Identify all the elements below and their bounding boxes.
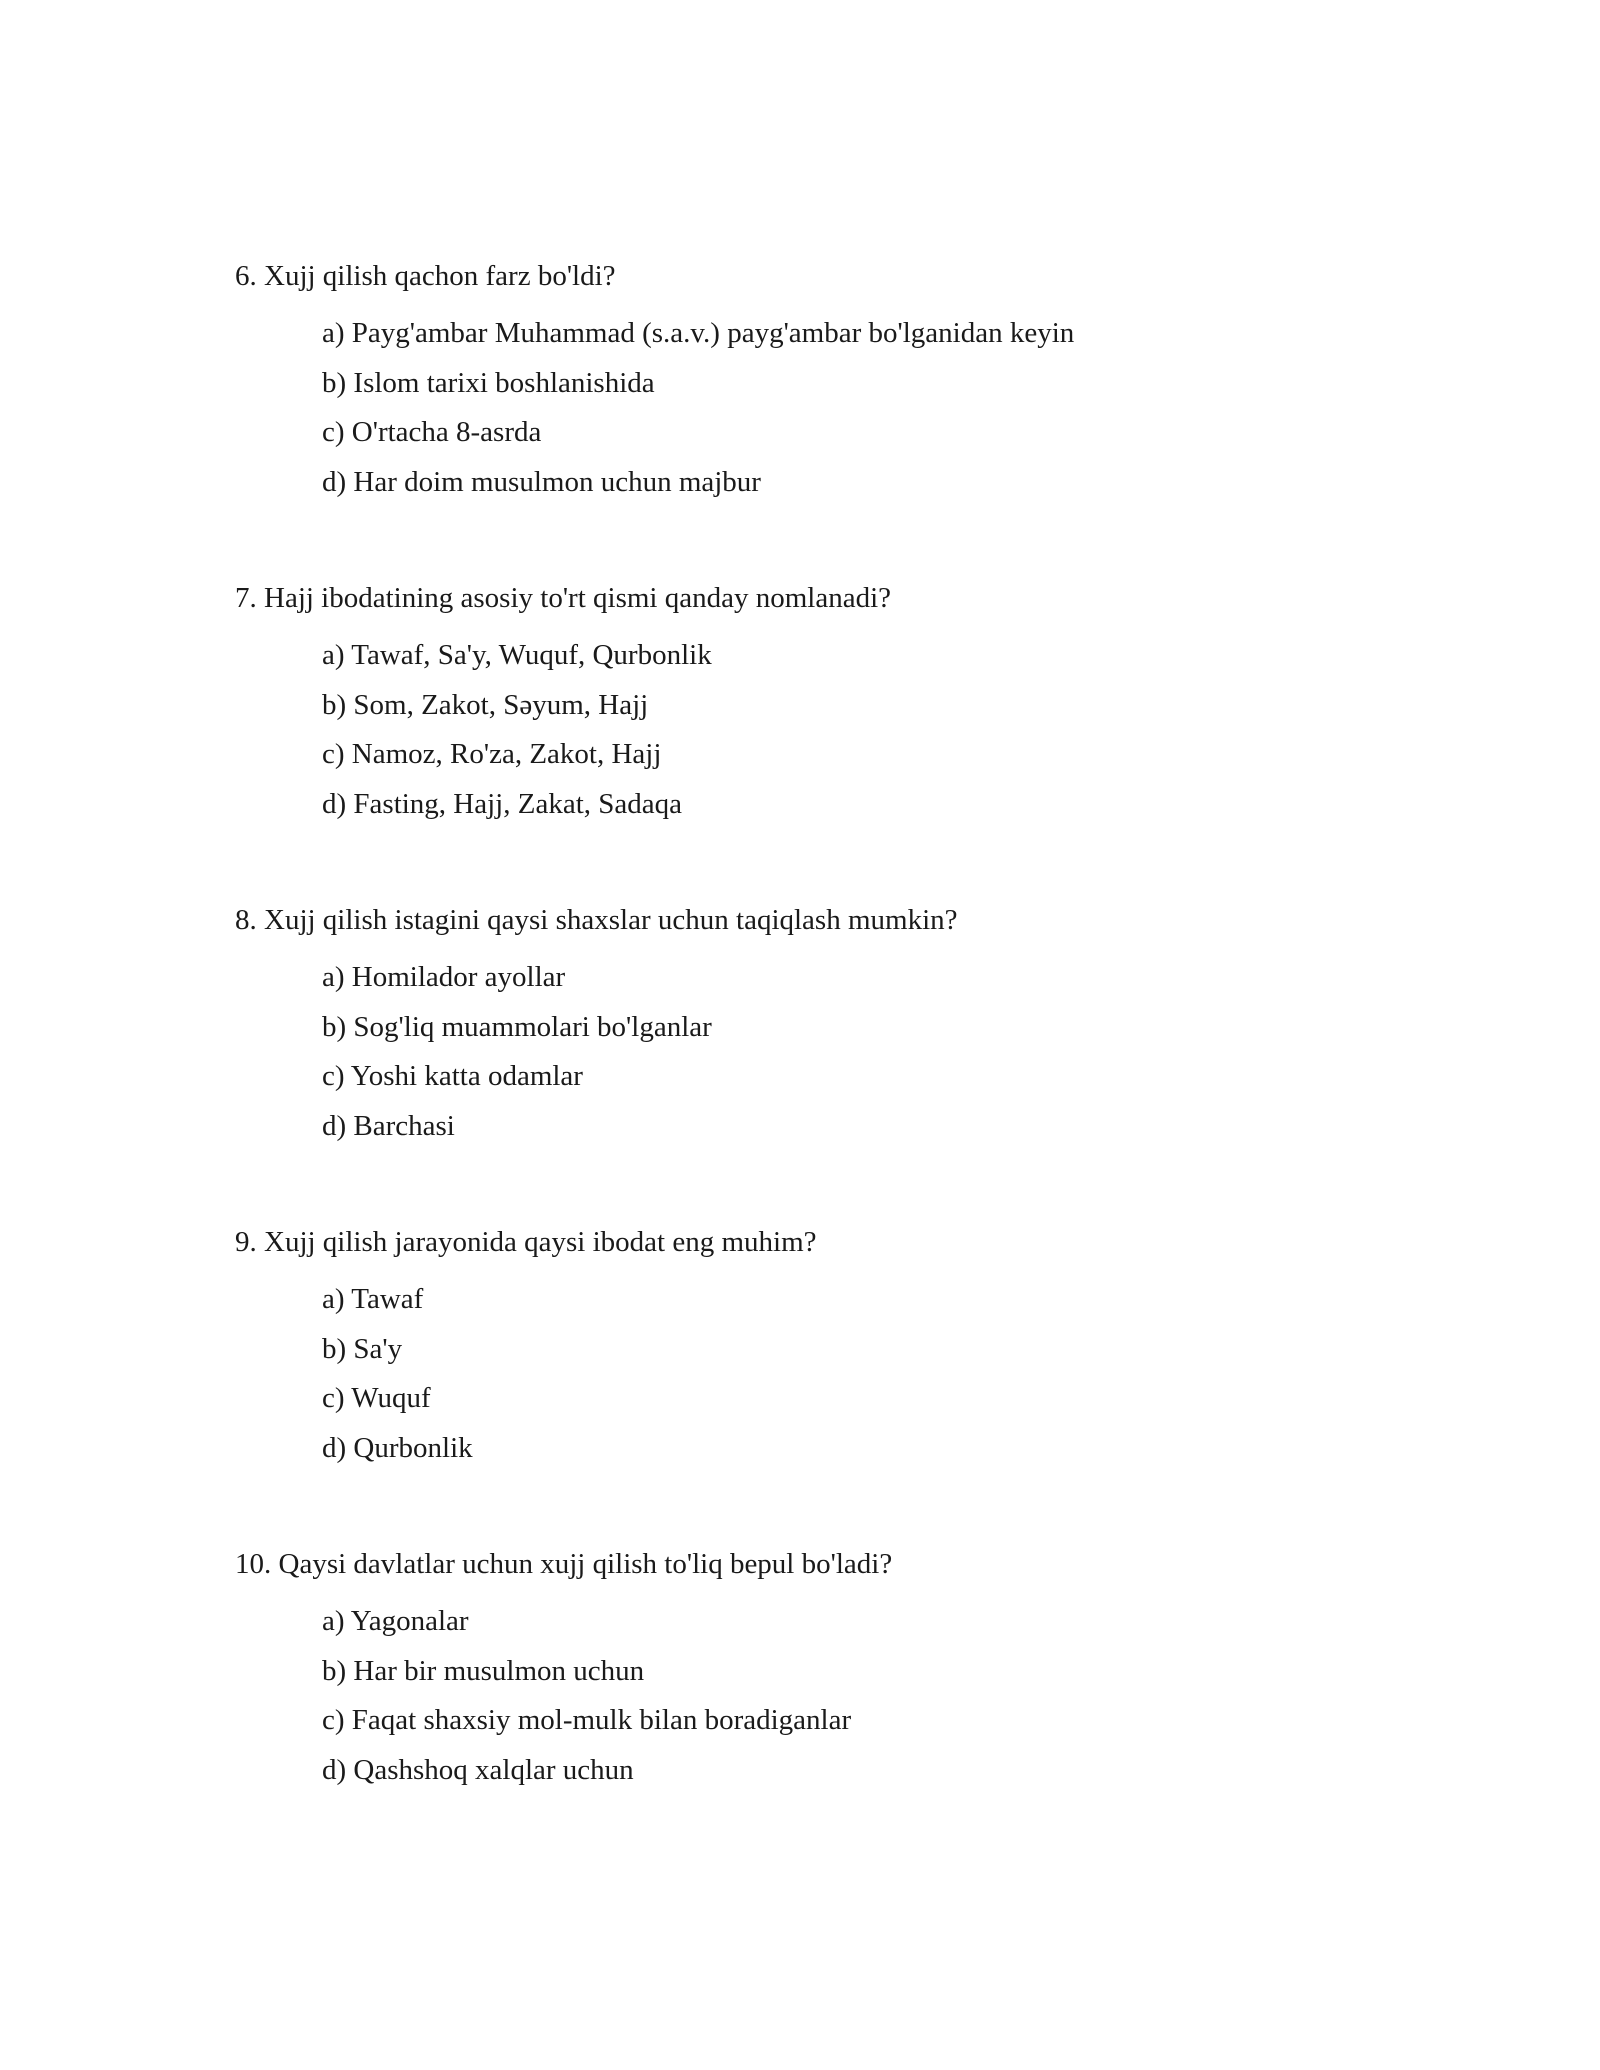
option-b: b) Sa'y (322, 1332, 403, 1365)
question-text: 9. Xujj qilish jarayonida qaysi ibodat eng muhim? (235, 1226, 817, 1258)
option-d: d) Har doim musulmon uchun majbur (322, 465, 761, 498)
answer-options (235, 1603, 1435, 1788)
question-9 (235, 1224, 1435, 1479)
option-b: b) Sog'liq muammolari bo'lganlar (322, 1010, 712, 1043)
option-a: a) Tawaf, Sa'y, Wuquf, Qurbonlik (322, 639, 712, 671)
question-text: 8. Xujj qilish istagini qaysi shaxslar uchun taqiqlash mumkin? (235, 904, 958, 936)
question-text: 10. Qaysi davlatlar uchun xujj qilish to'liq bepul bo'ladi? (235, 1548, 893, 1580)
option-c: c) Yoshi katta odamlar (322, 1060, 583, 1092)
question-7 (235, 580, 1435, 835)
question-text: 6. Xujj qilish qachon farz bo'ldi? (235, 260, 616, 292)
option-d: d) Barchasi (322, 1109, 455, 1142)
option-c: c) Wuquf (322, 1382, 431, 1414)
option-a: a) Payg'ambar Muhammad (s.a.v.) payg'ambar bo'lganidan keyin (322, 317, 1075, 349)
option-b: b) Har bir musulmon uchun (322, 1654, 645, 1687)
option-a: a) Yagonalar (322, 1605, 469, 1637)
answer-options (235, 1281, 1435, 1466)
answer-options (235, 315, 1435, 500)
option-a: a) Tawaf (322, 1283, 424, 1315)
option-a: a) Homilador ayollar (322, 961, 566, 993)
option-c: c) Faqat shaxsiy mol-mulk bilan boradiganlar (322, 1704, 852, 1736)
option-b: b) Som, Zakot, Səyum, Hajj (322, 688, 649, 721)
question-10 (235, 1546, 1435, 1801)
option-d: d) Qashshoq xalqlar uchun (322, 1753, 634, 1786)
option-d: d) Fasting, Hajj, Zakat, Sadaqa (322, 787, 682, 820)
question-text: 7. Hajj ibodatining asosiy to'rt qismi qanday nomlanadi? (235, 582, 892, 614)
question-8 (235, 902, 1435, 1157)
answer-options (235, 637, 1435, 822)
option-b: b) Islom tarixi boshlanishida (322, 366, 655, 399)
question-6 (235, 258, 1435, 513)
option-c: c) O'rtacha 8-asrda (322, 416, 542, 448)
option-c: c) Namoz, Ro'za, Zakot, Hajj (322, 738, 662, 770)
answer-options (235, 959, 1435, 1144)
option-d: d) Qurbonlik (322, 1431, 473, 1464)
